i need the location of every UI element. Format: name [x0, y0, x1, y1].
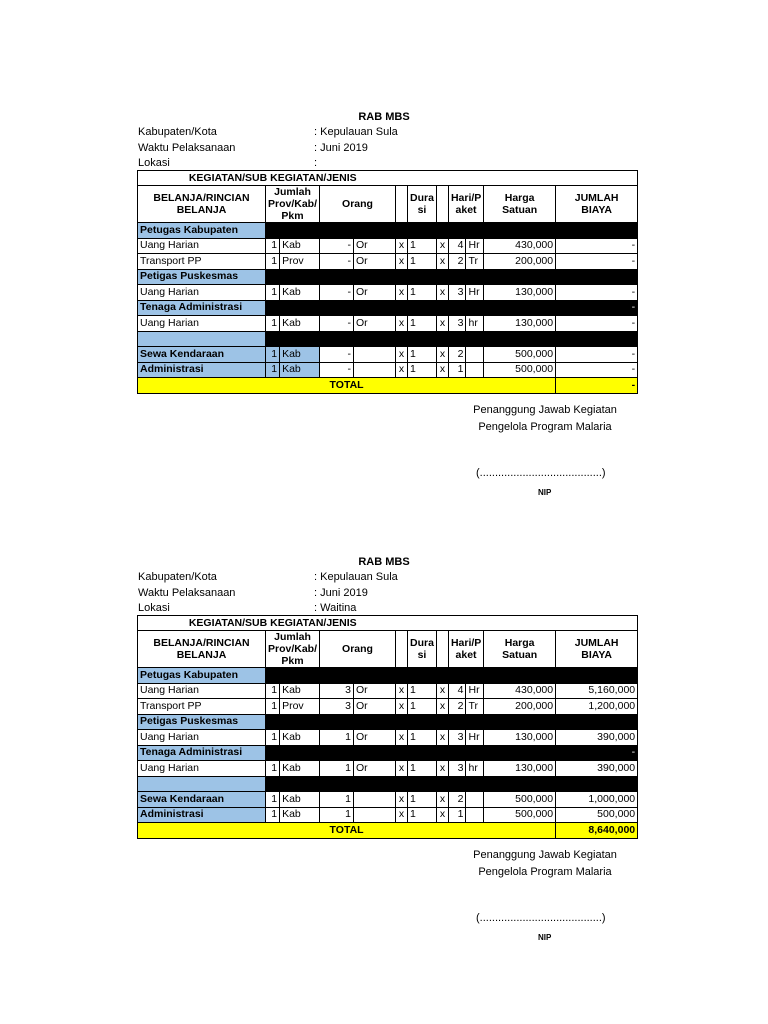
total-row — [138, 378, 638, 394]
row-hari-unit: Hr — [466, 238, 484, 254]
row-orang: - — [320, 316, 354, 332]
row-count: 1 — [266, 254, 280, 270]
section-value: - — [556, 745, 638, 761]
row-x1: x — [396, 792, 408, 808]
row-hari-unit — [466, 347, 484, 363]
row-orang-unit: Or — [354, 699, 396, 715]
col-header-harga: Harga Satuan — [484, 631, 556, 668]
section-row — [138, 331, 638, 347]
table-row — [138, 285, 638, 301]
row-orang: 1 — [320, 792, 354, 808]
row-orang: - — [320, 238, 354, 254]
row-orang-unit — [354, 807, 396, 823]
row-x1: x — [396, 683, 408, 699]
row-hari-unit: Hr — [466, 730, 484, 746]
row-orang-unit — [354, 347, 396, 363]
row-name: Uang Harian — [138, 683, 266, 699]
row-hari: 2 — [448, 792, 466, 808]
row-durasi: 1 — [408, 683, 437, 699]
row-unit: Kab — [280, 792, 320, 808]
row-hari: 4 — [448, 683, 466, 699]
row-harga: 500,000 — [484, 362, 556, 378]
row-x1: x — [396, 238, 408, 254]
section-tenaga-administrasi: Tenaga Administrasi — [138, 745, 266, 761]
row-name: Sewa Kendaraan — [138, 347, 266, 363]
row-harga: 500,000 — [484, 792, 556, 808]
signature-block — [470, 847, 620, 881]
row-orang-unit: Or — [354, 316, 396, 332]
table-row — [138, 362, 638, 378]
row-biaya: 390,000 — [556, 761, 638, 777]
row-name: Transport PP — [138, 699, 266, 715]
col-header-jumlah: Jumlah Prov/Kab/ Pkm — [266, 186, 320, 223]
row-harga: 500,000 — [484, 347, 556, 363]
section-fill — [266, 745, 556, 761]
signature-role-1: Penanggung Jawab Kegiatan — [473, 404, 617, 416]
row-harga: 130,000 — [484, 285, 556, 301]
row-harga: 130,000 — [484, 730, 556, 746]
row-name: Administrasi — [138, 807, 266, 823]
table-row — [138, 807, 638, 823]
row-x1: x — [396, 347, 408, 363]
meta-label: Waktu Pelaksanaan — [138, 586, 236, 599]
row-x1: x — [396, 316, 408, 332]
row-x1: x — [396, 807, 408, 823]
row-orang-unit: Or — [354, 285, 396, 301]
row-durasi: 1 — [408, 807, 437, 823]
row-x1: x — [396, 699, 408, 715]
row-unit: Kab — [280, 761, 320, 777]
row-name: Uang Harian — [138, 285, 266, 301]
row-count: 1 — [266, 347, 280, 363]
column-header-row — [138, 186, 638, 223]
row-durasi: 1 — [408, 761, 437, 777]
row-count: 1 — [266, 730, 280, 746]
row-unit: Kab — [280, 238, 320, 254]
section-tenaga-administrasi: Tenaga Administrasi — [138, 300, 266, 316]
row-hari: 4 — [448, 238, 466, 254]
row-count: 1 — [266, 285, 280, 301]
category-header-filler — [408, 616, 638, 631]
table-row — [138, 792, 638, 808]
total-row — [138, 823, 638, 839]
row-durasi: 1 — [408, 699, 437, 715]
row-hari-unit — [466, 792, 484, 808]
section-fill — [266, 223, 638, 239]
row-biaya: - — [556, 362, 638, 378]
meta-value: : Kepulauan Sula — [314, 571, 398, 583]
row-count: 1 — [266, 316, 280, 332]
row-orang: - — [320, 285, 354, 301]
row-x2: x — [436, 347, 448, 363]
row-hari: 3 — [448, 730, 466, 746]
row-hari: 2 — [448, 254, 466, 270]
row-name: Sewa Kendaraan — [138, 792, 266, 808]
meta-label: Kabupaten/Kota — [138, 126, 217, 138]
row-orang-unit: Or — [354, 730, 396, 746]
row-hari: 1 — [448, 362, 466, 378]
row-biaya: 390,000 — [556, 730, 638, 746]
signature-block — [470, 402, 620, 436]
nip-label: NIP — [538, 933, 552, 942]
category-header-row — [138, 171, 638, 186]
section-blank — [138, 776, 266, 792]
col-header-durasi: Dura si — [408, 186, 437, 223]
col-header-biaya: JUMLAH BIAYA — [556, 631, 638, 668]
section-petugas-puskesmas: Petigas Puskesmas — [138, 269, 266, 285]
section-row — [138, 745, 638, 761]
row-x1: x — [396, 761, 408, 777]
section-row — [138, 269, 638, 285]
section-row — [138, 300, 638, 316]
row-orang-unit — [354, 362, 396, 378]
row-orang: 3 — [320, 683, 354, 699]
row-orang-unit: Or — [354, 238, 396, 254]
nip-label: NIP — [538, 488, 552, 497]
section-row — [138, 776, 638, 792]
row-x2: x — [436, 254, 448, 270]
row-orang-unit: Or — [354, 683, 396, 699]
row-durasi: 1 — [408, 362, 437, 378]
section-fill — [266, 714, 638, 730]
row-orang: 1 — [320, 761, 354, 777]
section-fill — [266, 331, 638, 347]
meta-label: Lokasi — [138, 602, 170, 614]
col-header-jumlah: Jumlah Prov/Kab/ Pkm — [266, 631, 320, 668]
row-biaya: 1,000,000 — [556, 792, 638, 808]
row-biaya: - — [556, 285, 638, 301]
category-header: KEGIATAN/SUB KEGIATAN/JENIS — [138, 616, 408, 631]
signature-line: (........................................) — [476, 912, 606, 924]
signature-role-1: Penanggung Jawab Kegiatan — [473, 849, 617, 861]
col-header-x1 — [396, 186, 408, 223]
row-hari: 3 — [448, 316, 466, 332]
doc-title: RAB MBS — [358, 556, 410, 568]
col-header-orang: Orang — [320, 631, 396, 668]
col-header-harga: Harga Satuan — [484, 186, 556, 223]
table-row — [138, 254, 638, 270]
row-name: Uang Harian — [138, 761, 266, 777]
row-orang: 3 — [320, 699, 354, 715]
row-name: Transport PP — [138, 254, 266, 270]
row-x1: x — [396, 730, 408, 746]
col-header-rincian: BELANJA/RINCIAN BELANJA — [138, 631, 266, 668]
table-row — [138, 699, 638, 715]
row-count: 1 — [266, 362, 280, 378]
column-header-row — [138, 631, 638, 668]
row-biaya: 1,200,000 — [556, 699, 638, 715]
col-header-rincian: BELANJA/RINCIAN BELANJA — [138, 186, 266, 223]
doc-title: RAB MBS — [358, 111, 410, 123]
row-biaya: - — [556, 347, 638, 363]
row-orang: 1 — [320, 730, 354, 746]
row-hari: 3 — [448, 761, 466, 777]
section-blank — [138, 331, 266, 347]
row-count: 1 — [266, 683, 280, 699]
row-durasi: 1 — [408, 730, 437, 746]
row-x2: x — [436, 761, 448, 777]
row-hari-unit: Tr — [466, 254, 484, 270]
row-hari-unit: Hr — [466, 285, 484, 301]
row-unit: Kab — [280, 285, 320, 301]
row-count: 1 — [266, 699, 280, 715]
meta-value: : — [314, 157, 318, 169]
meta-label: Lokasi — [138, 157, 170, 169]
row-biaya: - — [556, 238, 638, 254]
row-harga: 500,000 — [484, 807, 556, 823]
row-hari-unit: hr — [466, 761, 484, 777]
row-hari: 2 — [448, 347, 466, 363]
row-biaya: 5,160,000 — [556, 683, 638, 699]
row-x2: x — [436, 238, 448, 254]
signature-role-2: Pengelola Program Malaria — [478, 421, 612, 433]
col-header-biaya: JUMLAH BIAYA — [556, 186, 638, 223]
row-name: Uang Harian — [138, 238, 266, 254]
row-name: Administrasi — [138, 362, 266, 378]
meta-value: : Juni 2019 — [314, 141, 368, 154]
table-row — [138, 238, 638, 254]
section-petugas-kabupaten: Petugas Kabupaten — [138, 668, 266, 684]
row-x2: x — [436, 285, 448, 301]
row-x2: x — [436, 730, 448, 746]
row-name: Uang Harian — [138, 316, 266, 332]
row-x2: x — [436, 683, 448, 699]
row-x2: x — [436, 807, 448, 823]
row-durasi: 1 — [408, 238, 437, 254]
row-hari: 1 — [448, 807, 466, 823]
meta-label: Kabupaten/Kota — [138, 571, 217, 583]
row-count: 1 — [266, 761, 280, 777]
total-value: - — [556, 378, 638, 394]
meta-value: : Juni 2019 — [314, 586, 368, 599]
section-fill — [266, 269, 638, 285]
col-header-durasi: Dura si — [408, 631, 437, 668]
section-row — [138, 223, 638, 239]
row-unit: Kab — [280, 683, 320, 699]
row-orang-unit: Or — [354, 761, 396, 777]
row-harga: 430,000 — [484, 238, 556, 254]
row-x1: x — [396, 362, 408, 378]
row-hari: 2 — [448, 699, 466, 715]
row-count: 1 — [266, 792, 280, 808]
row-durasi: 1 — [408, 792, 437, 808]
row-unit: Kab — [280, 316, 320, 332]
row-x1: x — [396, 285, 408, 301]
category-header-filler — [408, 171, 638, 186]
row-unit: Prov — [280, 254, 320, 270]
row-unit: Kab — [280, 807, 320, 823]
section-fill — [266, 776, 638, 792]
row-count: 1 — [266, 238, 280, 254]
section-petugas-puskesmas: Petigas Puskesmas — [138, 714, 266, 730]
table-row — [138, 316, 638, 332]
total-label: TOTAL — [138, 823, 556, 839]
row-biaya: 500,000 — [556, 807, 638, 823]
row-x2: x — [436, 316, 448, 332]
total-value: 8,640,000 — [556, 823, 638, 839]
total-label: TOTAL — [138, 378, 556, 394]
col-header-hari: Hari/P aket — [448, 186, 483, 223]
table-row — [138, 730, 638, 746]
signature-role-2: Pengelola Program Malaria — [478, 866, 612, 878]
row-hari-unit — [466, 362, 484, 378]
row-unit: Kab — [280, 362, 320, 378]
row-orang: - — [320, 254, 354, 270]
section-fill — [266, 300, 556, 316]
row-orang-unit: Or — [354, 254, 396, 270]
category-header: KEGIATAN/SUB KEGIATAN/JENIS — [138, 171, 408, 186]
row-hari-unit: hr — [466, 316, 484, 332]
row-count: 1 — [266, 807, 280, 823]
row-orang: - — [320, 362, 354, 378]
section-petugas-kabupaten: Petugas Kabupaten — [138, 223, 266, 239]
row-unit: Prov — [280, 699, 320, 715]
row-biaya: - — [556, 254, 638, 270]
section-fill — [266, 668, 638, 684]
row-unit: Kab — [280, 730, 320, 746]
table-row — [138, 683, 638, 699]
meta-label: Waktu Pelaksanaan — [138, 141, 236, 154]
table-row — [138, 761, 638, 777]
row-harga: 130,000 — [484, 761, 556, 777]
row-hari-unit: Tr — [466, 699, 484, 715]
row-durasi: 1 — [408, 254, 437, 270]
row-x2: x — [436, 699, 448, 715]
section-row — [138, 668, 638, 684]
row-orang-unit — [354, 792, 396, 808]
budget-table — [137, 615, 638, 839]
meta-value: : Kepulauan Sula — [314, 126, 398, 138]
row-hari: 3 — [448, 285, 466, 301]
section-row — [138, 714, 638, 730]
col-header-x2 — [436, 631, 448, 668]
table-row — [138, 347, 638, 363]
row-biaya: - — [556, 316, 638, 332]
row-x2: x — [436, 792, 448, 808]
row-hari-unit: Hr — [466, 683, 484, 699]
col-header-hari: Hari/P aket — [448, 631, 483, 668]
row-harga: 200,000 — [484, 254, 556, 270]
row-x1: x — [396, 254, 408, 270]
signature-line: (........................................) — [476, 467, 606, 479]
row-name: Uang Harian — [138, 730, 266, 746]
col-header-x2 — [436, 186, 448, 223]
row-unit: Kab — [280, 347, 320, 363]
row-durasi: 1 — [408, 347, 437, 363]
category-header-row — [138, 616, 638, 631]
budget-table — [137, 170, 638, 394]
row-orang: 1 — [320, 807, 354, 823]
row-harga: 130,000 — [484, 316, 556, 332]
meta-value: : Waitina — [314, 602, 357, 614]
row-x2: x — [436, 362, 448, 378]
row-durasi: 1 — [408, 285, 437, 301]
row-harga: 200,000 — [484, 699, 556, 715]
row-harga: 430,000 — [484, 683, 556, 699]
row-durasi: 1 — [408, 316, 437, 332]
col-header-x1 — [396, 631, 408, 668]
row-hari-unit — [466, 807, 484, 823]
section-value: - — [556, 300, 638, 316]
row-orang: - — [320, 347, 354, 363]
col-header-orang: Orang — [320, 186, 396, 223]
